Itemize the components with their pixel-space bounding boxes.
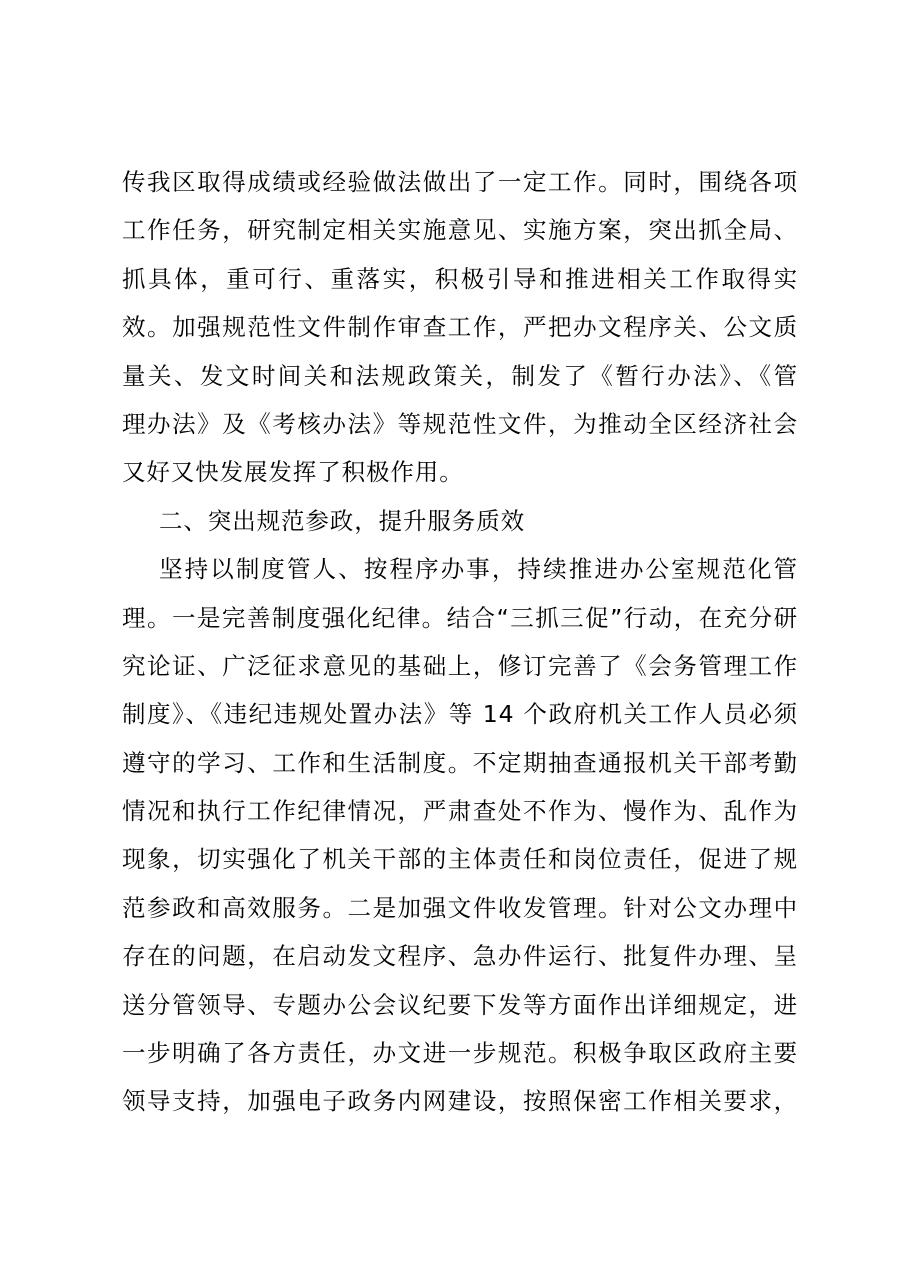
body-line-6: 理办法》及《考核办法》等规范性文件，为推动全区经济社会: [122, 409, 798, 438]
body-line-3: 抓具体，重可行、重落实，积极引导和推进相关工作取得实: [122, 264, 798, 293]
body-line-13: 遵守的学习、工作和生活制度。不定期抽查通报机关干部考勤: [122, 748, 798, 777]
body-line-1: 传我区取得成绩或经验做法做出了一定工作。同时，围绕各项: [122, 168, 798, 196]
section-heading: 二、突出规范参政，提升服务质效: [159, 506, 525, 535]
body-line-7: 又好又快发展发挥了积极作用。: [122, 458, 464, 487]
body-line-16: 范参政和高效服务。二是加强文件收发管理。针对公文办理中: [122, 893, 798, 922]
document-body: [122, 158, 798, 1126]
body-line-20: 领导支持，加强电子政务内网建设，按照保密工作相关要求，: [122, 1087, 798, 1116]
body-line-4: 效。加强规范性文件制作审查工作，严把办文程序关、公文质: [122, 313, 798, 342]
body-line-18: 送分管领导、专题办公会议纪要下发等方面作出详细规定，进: [122, 990, 798, 1019]
body-line-10: 理。一是完善制度强化纪律。结合“三抓三促”行动，在充分研: [122, 603, 798, 632]
body-line-19: 一步明确了各方责任，办文进一步规范。积极争取区政府主要: [122, 1039, 798, 1068]
body-line-11: 究论证、广泛征求意见的基础上，修订完善了《会务管理工作: [122, 651, 798, 680]
body-line-12: 制度》、《违纪违规处置办法》等 14 个政府机关工作人员必须: [122, 700, 798, 729]
body-line-5: 量关、发文时间关和法规政策关，制发了《暂行办法》、《管: [122, 361, 798, 390]
body-line-17: 存在的问题，在启动发文程序、急办件运行、批复件办理、呈: [122, 942, 798, 971]
body-line-15: 现象，切实强化了机关干部的主体责任和岗位责任，促进了规: [122, 845, 798, 874]
body-line-9: 坚持以制度管人、按程序办事，持续推进办公室规范化管: [159, 555, 798, 584]
body-line-2: 工作任务，研究制定相关实施意见、实施方案，突出抓全局、: [122, 216, 798, 245]
body-line-14: 情况和执行工作纪律情况，严肃查处不作为、慢作为、乱作为: [122, 797, 798, 826]
